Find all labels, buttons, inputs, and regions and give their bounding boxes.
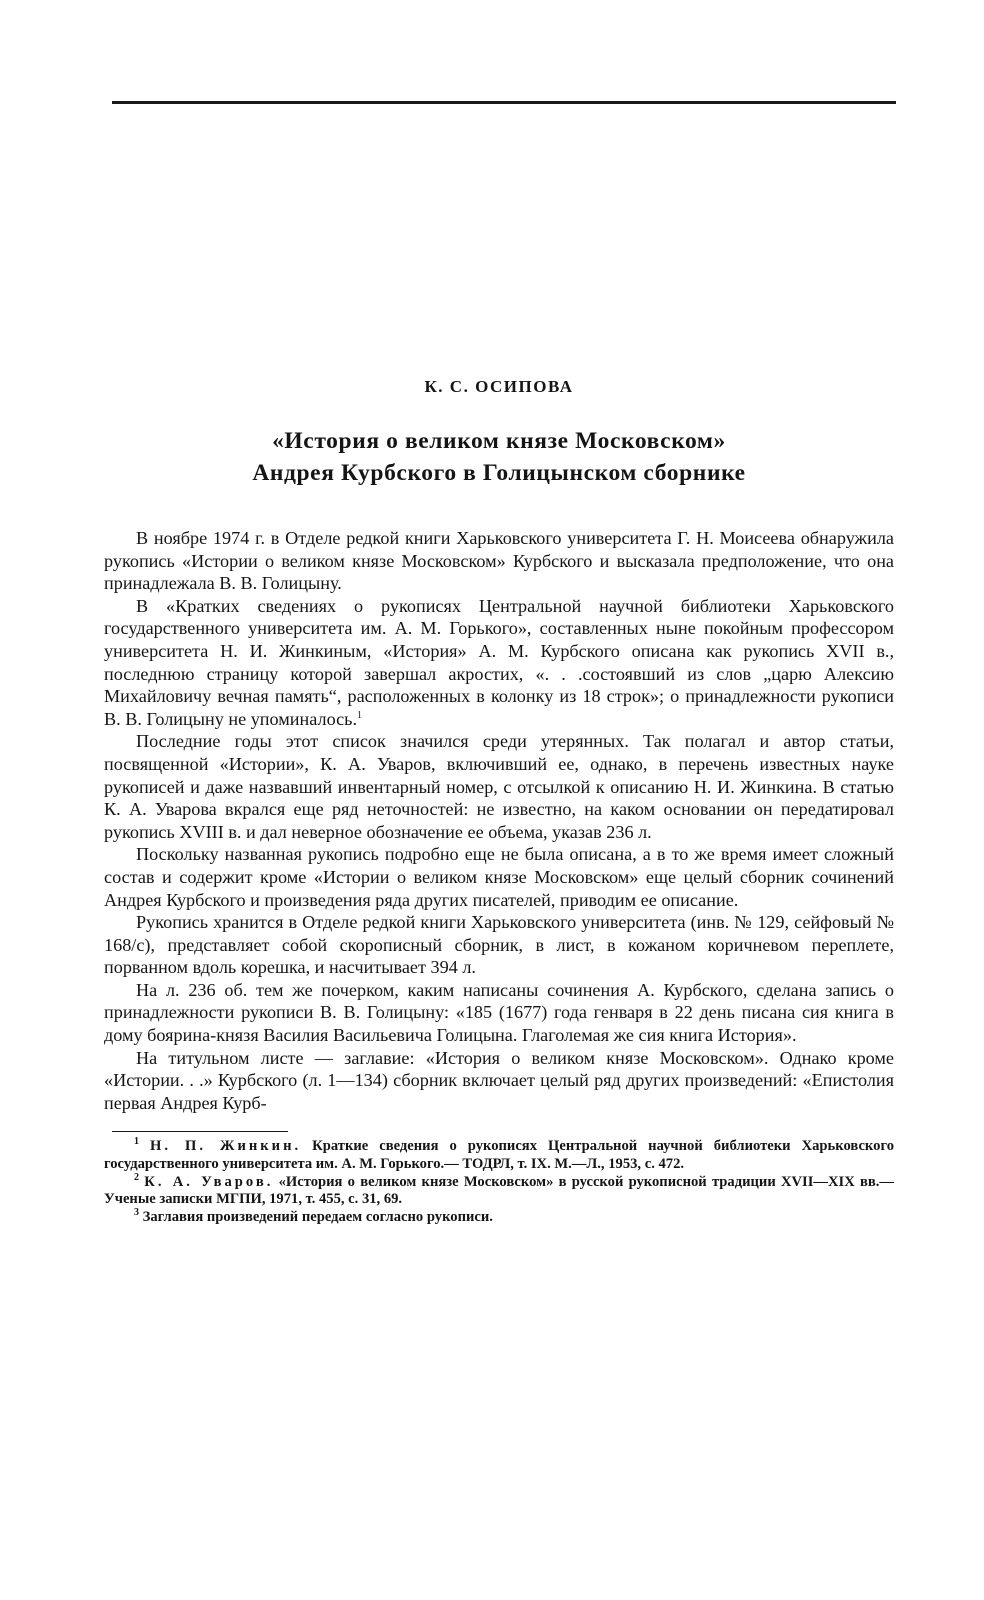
footnote-ref-1: 1 xyxy=(357,709,363,721)
paragraph-6: На л. 236 об. тем же почерком, каким написаны сочинения А. Курбского, сделана запись о принадлежности рукописи В. В. Голицыну: «185 (1677) года генваря в 22 день писана сия книга в дому боярина-князя Василия Васильевича Голицына. Глаголемая же сия книга История». xyxy=(104,979,894,1046)
footnote-1-author: Н. П. Жинкин. xyxy=(150,1138,302,1155)
paragraph-2: В «Кратких сведениях о рукописях Центральной научной библиотеки Харьковского государственного университета им. А. М. Горького», составленных ныне покойным профессором университета Н. И. Жинкиным, «История» А. М. Курбского описана как рукопись XVII в., последнюю страницу которой завершал акростих, «. . .состоявший из слов „царю Алексию Михайловичу вечная память“, расположенных в колонку из 18 строк»; о принадлежности рукописи В. В. Голицыну не упоминалось.$^1$ xyxy=(104,595,894,729)
footnote-1-text: Краткие сведения о рукописях Центральной научной библиотеки Харьковского государственного университета им. А. М. Горького.— ТОДРЛ, т. IX. М.—Л., 1953, с. 472. xyxy=(104,1138,895,1173)
footnote-rule xyxy=(112,1131,288,1132)
top-rule xyxy=(112,101,896,104)
article-title xyxy=(104,425,894,489)
paragraph-5: Рукопись хранится в Отделе редкой книги Харьковского университета (инв. № 129, сейфовый № 168/с), представляет собой скорописный сборник, в лист, в кожаном коричневом переплете, порванном вдоль корешка, и насчитывает 394 л. xyxy=(104,912,894,978)
article-body xyxy=(104,527,894,1114)
paragraph-1: В ноябре 1974 г. в Отделе редкой книги Харьковского университета Г. Н. Моисеева обнаружила рукопись «Истории о великом князе Московском» Курбского и высказала предположение, что она принадлежала В. В. Голицыну. xyxy=(104,528,894,594)
footnotes xyxy=(104,1138,894,1226)
paragraph-3: Последние годы этот список значился среди утерянных. Так полагал и автор статьи, посвященной «Истории», К. А. Уваров, включивший ее, однако, в перечень известных науке рукописей и даже назвавший инвентарный номер, с отсылкой к описанию Н. И. Жинкина. В статью К. А. Уварова вкрался еще ряд неточностей: не известно, на каком основании он передатировал рукопись XVIII в. и дал неверное обозначение ее объема, указав 236 л. xyxy=(104,731,894,842)
page-content xyxy=(104,375,894,1226)
title-line-1: «История о великом князе Московском» xyxy=(272,428,726,454)
footnote-2: $^2$ К. А. Уваров. «История о великом князе Московском» в русской рукописной традиции XVII—XIX вв.— Ученые записки МГПИ, 1971, т. 455, с. 31, 69. xyxy=(104,1171,894,1208)
footnote-2-text: «История о великом князе Московском» в русской рукописной традиции XVII—XIX вв.— Ученые записки МГПИ, 1971, т. 455, с. 31, 69. xyxy=(104,1173,894,1208)
footnote-3: $^3$ Заглавия произведений передаем согласно рукописи. xyxy=(134,1206,493,1225)
paragraph-4: Поскольку названная рукопись подробно еще не была описана, а в то же время имеет сложный состав и содержит кроме «Истории о великом князе Московском» еще целый сборник сочинений Андрея Курбского и произведения ряда других писателей, приводим ее описание. xyxy=(104,844,894,910)
paragraph-7: На титульном листе — заглавие: «История о великом князе Московском». Однако кроме «Истории. . .» Курбского (л. 1—134) сборник включает целый ряд других произведений: «Епистолия первая Андрея Курб- xyxy=(104,1047,894,1113)
footnote-1: $^1$ Н. П. Жинкин. Краткие сведения о рукописях Центральной научной библиотеки Харьковского государственного университета им. А. М. Горького.— ТОДРЛ, т. IX. М.—Л., 1953, с. 472. xyxy=(104,1136,895,1173)
footnote-3-text: Заглавия произведений передаем согласно рукописи. xyxy=(142,1208,493,1225)
footnote-2-author: К. А. Уваров. xyxy=(144,1173,274,1190)
title-line-2: Андрея Курбского в Голицынском сборнике xyxy=(252,460,746,486)
article-author: К. С. ОСИПОВА xyxy=(424,377,574,396)
